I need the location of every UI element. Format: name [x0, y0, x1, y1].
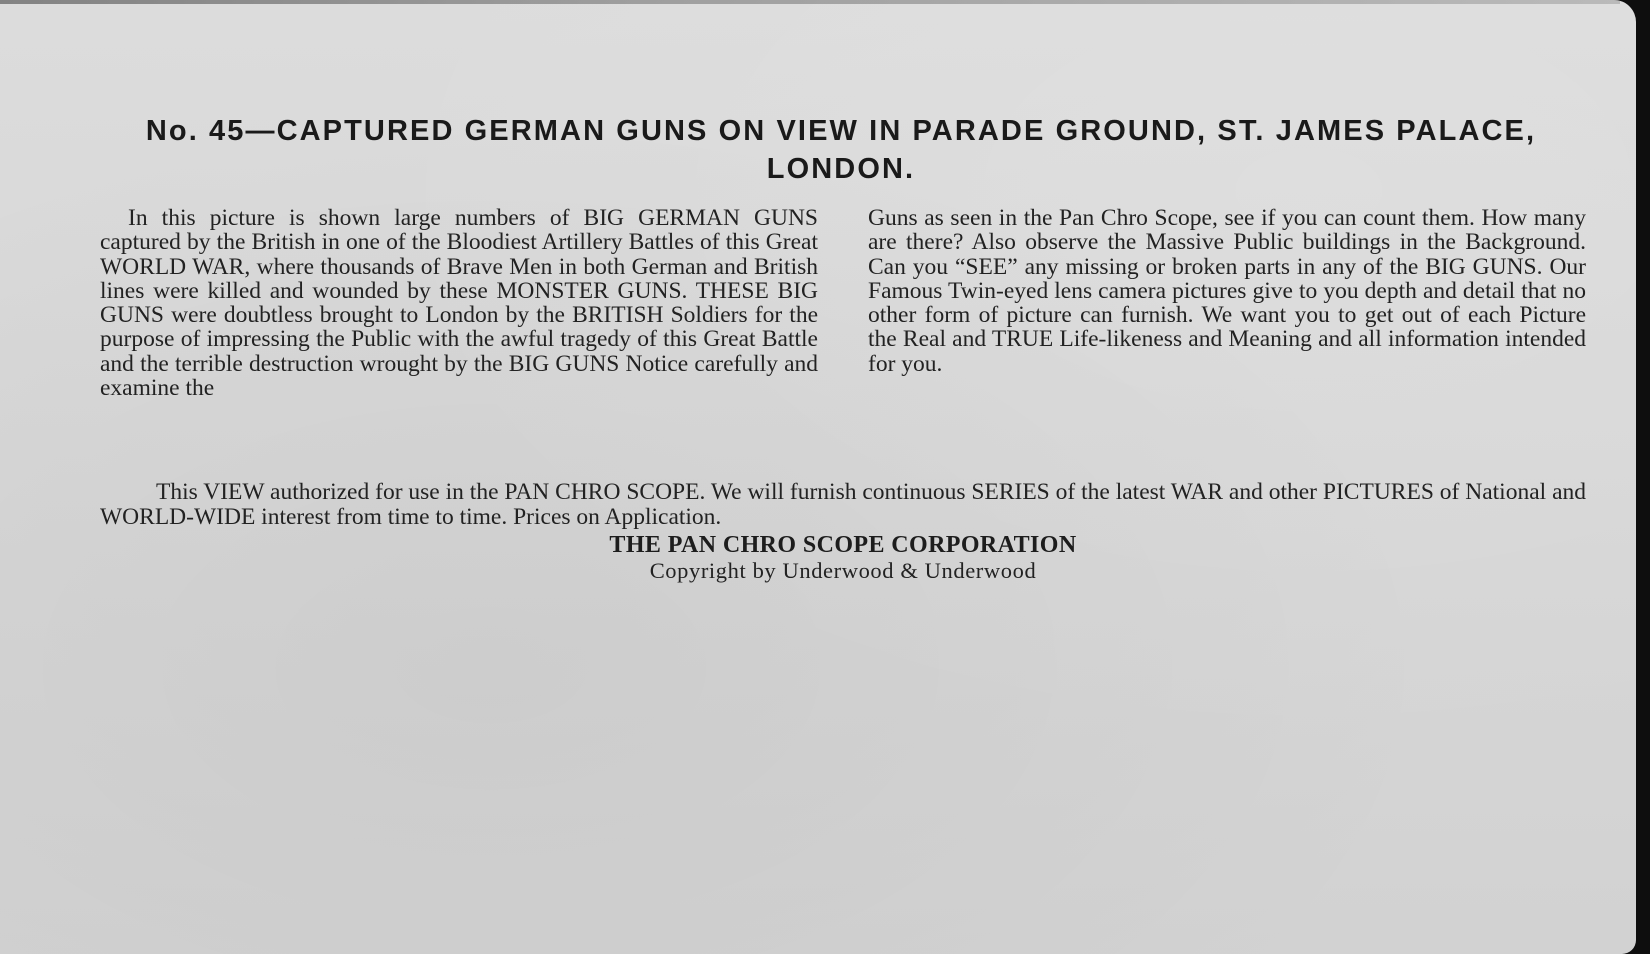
authorization-notice: This VIEW authorized for use in the PAN CHRO SCOPE. We will furnish continuous SERIES of the latest WAR and other PICTURES of National and WORLD-WIDE interest from time to time. Prices on Application. [100, 479, 1586, 530]
copyright-notice: Copyright by Underwood & Underwood [649, 558, 1037, 583]
description-right-column: Guns as seen in the Pan Chro Scope, see if you can count them. How many are there? Also observe the Massive Public buildings in the Background. Can you “SEE” any missing or broken parts in any of the BIG GUNS. Our Famous Twin-eyed lens camera pictures give to you depth and detail that no other form of picture can furnish. We want you to get out of each Picture the Real and TRUE Life-likeness and Meaning and all information intended for you. [868, 205, 1586, 377]
description-left-column: In this picture is shown large numbers of BIG GERMAN GUNS captured by the British in one of the Bloodiest Artillery Battles of this Great WORLD WAR, where thousands of Brave Men in both German and British lines were killed and wounded by these MONSTER GUNS. THESE BIG GUNS were doubtless brought to London by the BRITISH Soldiers for the purpose of impressing the Public with the awful tragedy of this Great Battle and the terrible destruction wrought by the BIG GUNS Notice carefully and examine the [100, 205, 818, 402]
card-top-edge [0, 0, 1620, 4]
corporation-name: THE PAN CHRO SCOPE CORPORATION [609, 532, 1077, 558]
card-title: No. 45—CAPTURED GERMAN GUNS ON VIEW IN PARADE GROUND, ST. JAMES PALACE, LONDON. [145, 115, 1537, 185]
